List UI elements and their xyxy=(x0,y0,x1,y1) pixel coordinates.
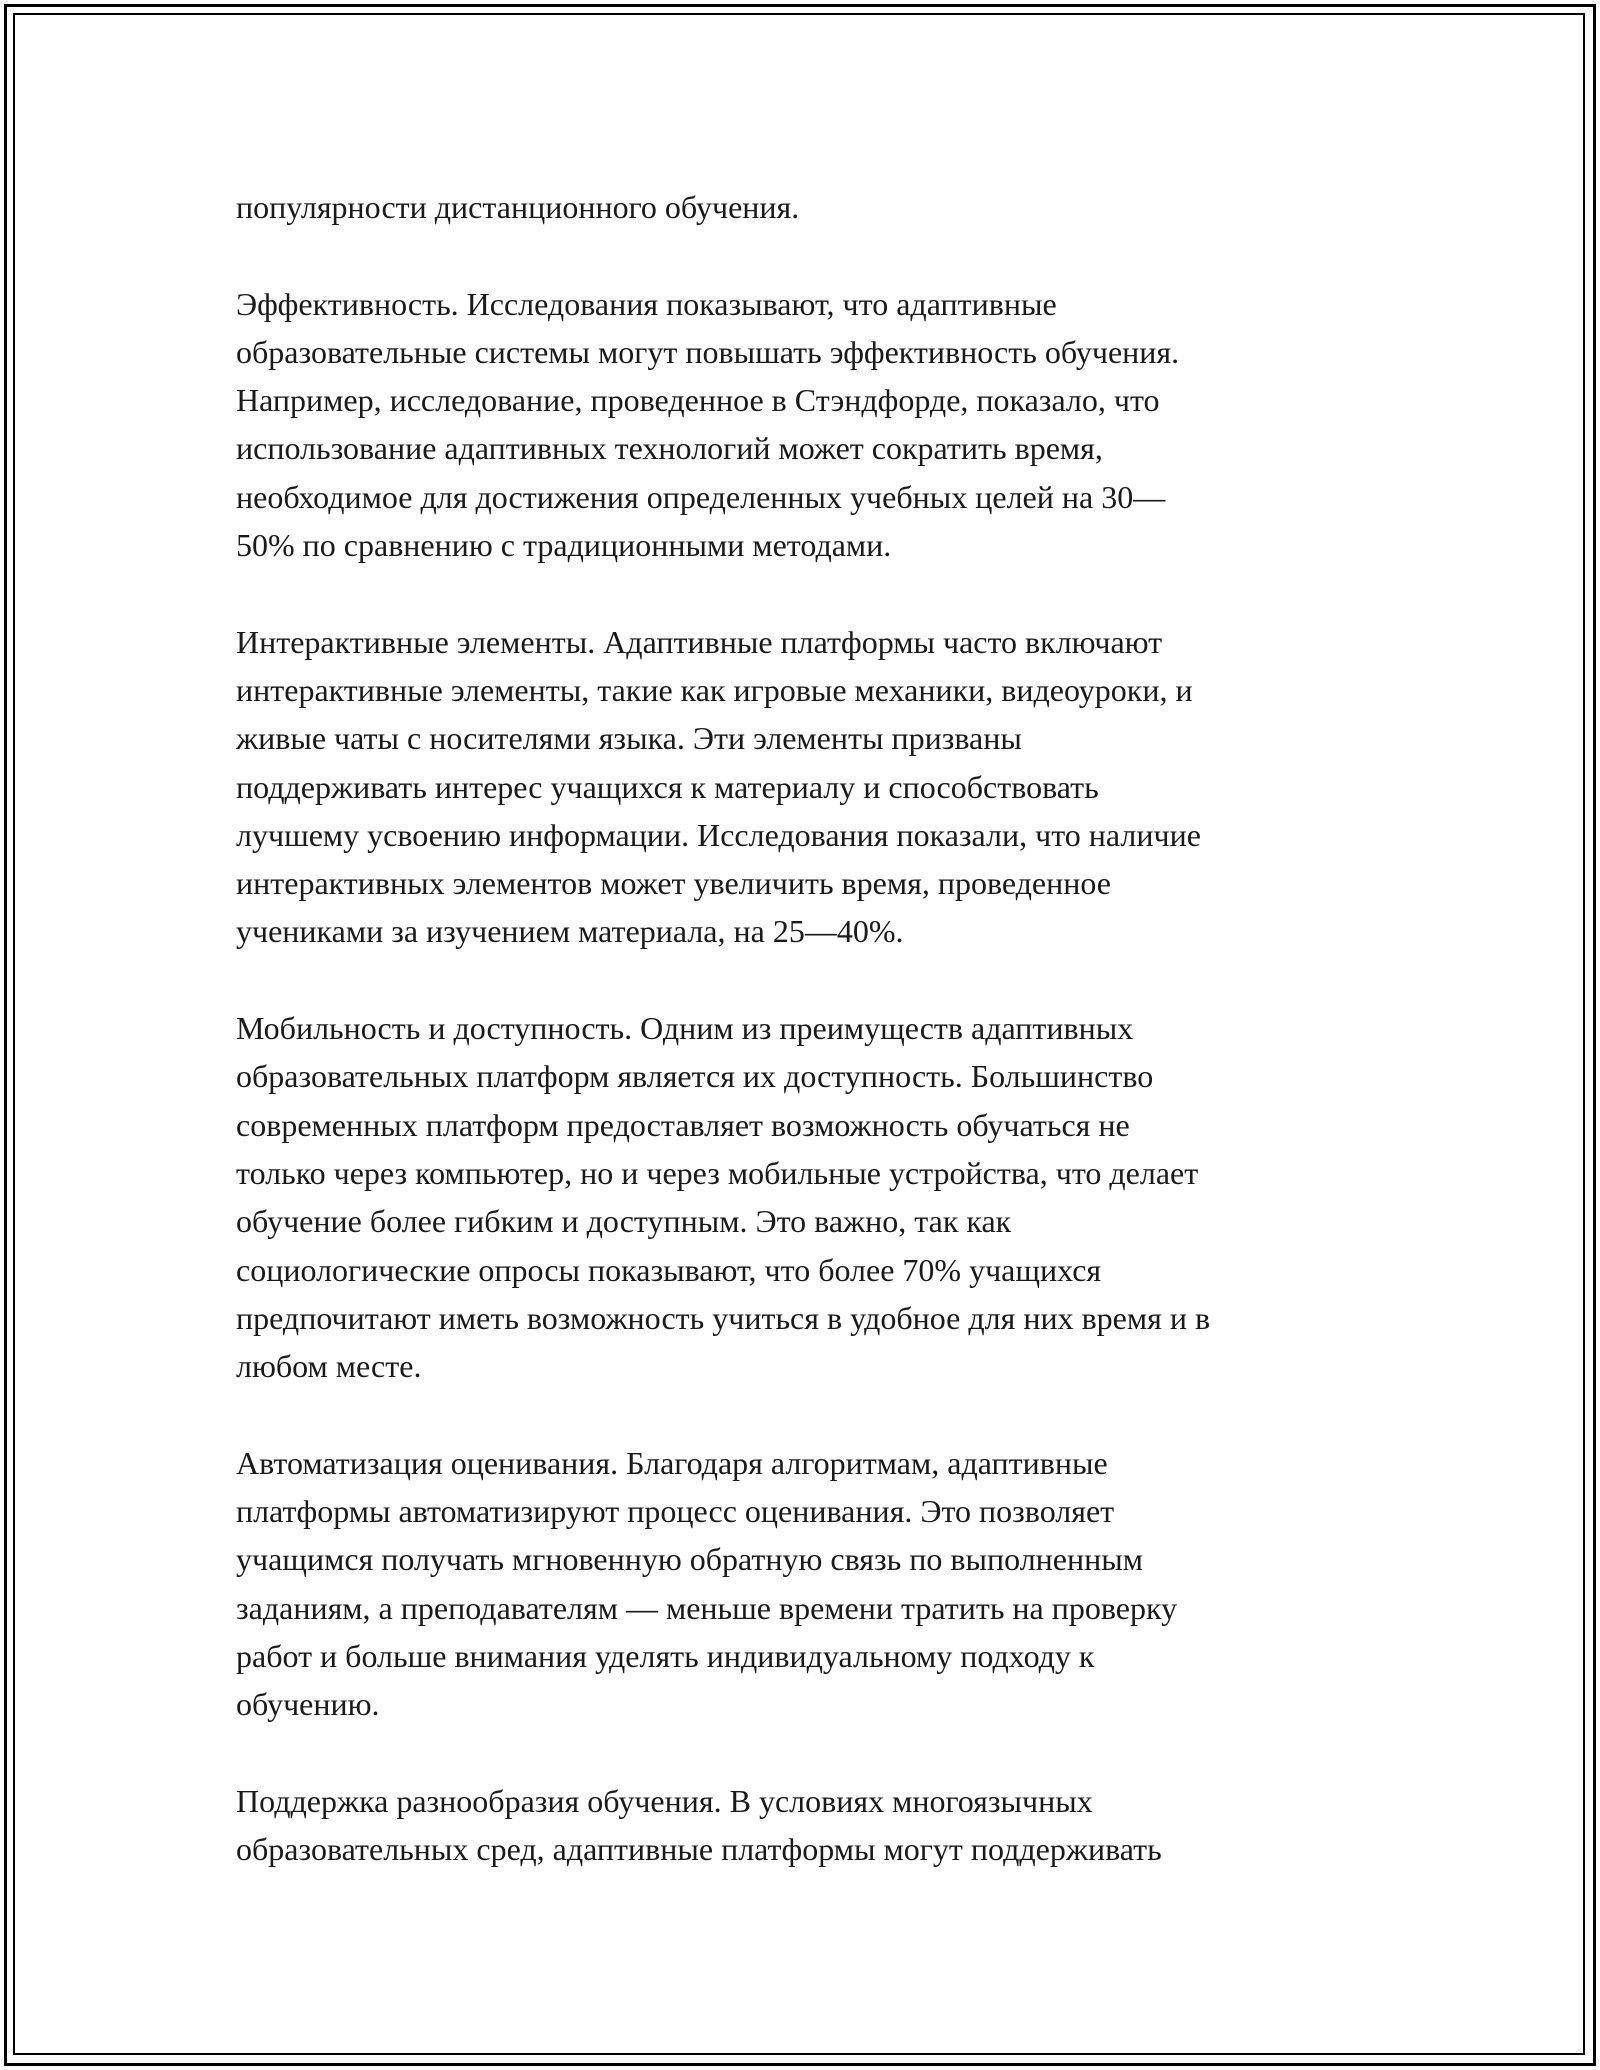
paragraph-automated-assessment: Автоматизация оценивания. Благодаря алгоритмам, адаптивные платформы автоматизируют процесс оценивания. Это позволяет учащимся получать мгновенную обратную связь по выполненным заданиям, а преподавателям — меньше времени тратить на проверку работ и больше внимания уделять индивидуальному подходу к обучению. xyxy=(236,1444,1178,1723)
paragraph-interactive-elements: Интерактивные элементы. Адаптивные платформы часто включают интерактивные элементы, такие как игровые механики, видеоуроки, и живые чаты с носителями языка. Эти элементы призваны поддерживать интерес учащихся к материалу и способствовать лучшему усвоению информации. Исследования показали, что наличие интерактивных элементов может увеличить время, проведенное учениками за изучением материала, на 25—40%. xyxy=(236,623,1201,950)
paragraph-mobility-accessibility: Мобильность и доступность. Одним из преимуществ адаптивных образовательных платформ является их доступность. Большинство современных платформ предоставляет возможность обучаться не только через компьютер, но и через мобильные устройства, что делает обучение более гибким и доступным. Это важно, так как социологические опросы показывают, что более 70% учащихся предпочитают иметь возможность учиться в удобное для них время и в любом месте. xyxy=(236,1010,1211,1385)
paragraph-learning-diversity: Поддержка разнообразия обучения. В условиях многоязычных образовательных сред, адаптивные платформы могут поддерживать xyxy=(236,1782,1162,1868)
document-body xyxy=(236,183,1376,1873)
paragraph-effectiveness: Эффективность. Исследования показывают, что адаптивные образовательные системы могут повышать эффективность обучения. Например, исследование, проведенное в Стэндфорде, показало, что использование адаптивных технологий может сократить время, необходимое для достижения определенных учебных целей на 30— 50% по сравнению с традиционными методами. xyxy=(236,285,1180,564)
paragraph-continuation: популярности дистанционного обучения. xyxy=(236,189,800,225)
